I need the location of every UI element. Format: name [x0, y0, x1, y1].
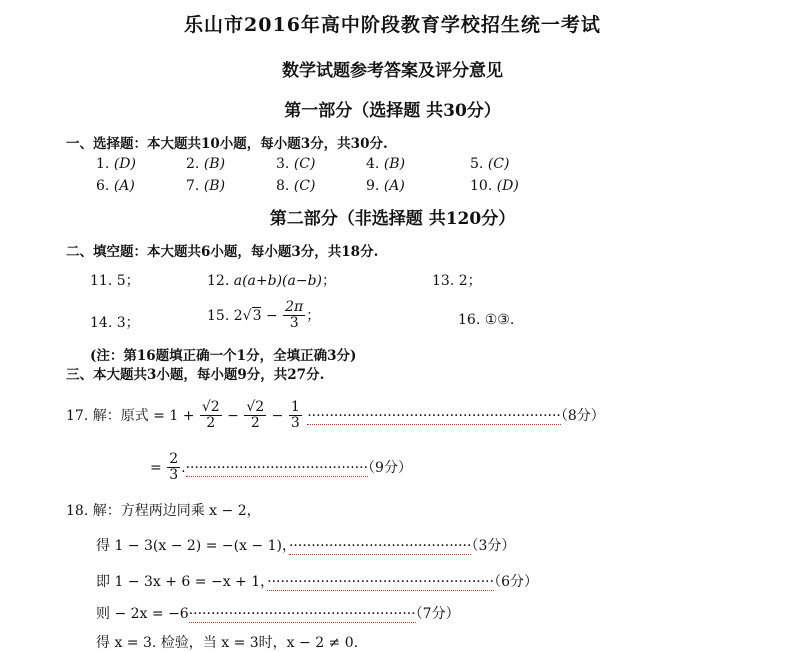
q18-solution-line4: 则 − 2x = −6···················································（7分）	[96, 606, 460, 622]
section1-heading: 一、选择题：本大题共10小题，每小题3分，共30分.	[66, 136, 388, 152]
q18-solution-line5: 得 x = 3. 检验，当 x = 3时，x − 2 ≠ 0.	[96, 635, 359, 651]
mc-answer-4: 4. (B)	[366, 156, 406, 172]
document-title: 乐山市2016年高中阶段教育学校招生统一考试	[184, 14, 601, 36]
fill-answer-14: 14. 3；	[90, 315, 140, 331]
q18-solution-line1: 18. 解：方程两边同乘 x − 2，	[66, 503, 261, 519]
q18-solution-line2: 得 1 − 3(x − 2) = −(x − 1)，·········································（3分）	[96, 538, 516, 554]
mc-answer-1: 1. (D)	[96, 156, 136, 172]
scoring-note: (注：第16题填正确一个1分，全填正确3分)	[90, 348, 357, 364]
fill-answer-11: 11. 5；	[90, 273, 140, 289]
document-subtitle: 数学试题参考答案及评分意见	[282, 61, 503, 81]
fill-answer-16: 16. ①③.	[458, 312, 515, 328]
mc-answer-2: 2. (B)	[186, 156, 226, 172]
section2-heading: 二、填空题：本大题共6小题，每小题3分，共18分.	[66, 244, 379, 260]
mc-answer-7: 7. (B)	[186, 178, 226, 194]
fill-answer-13: 13. 2；	[432, 273, 482, 289]
mc-answer-6: 6. (A)	[96, 178, 135, 194]
mc-answer-9: 9. (A)	[366, 178, 405, 194]
part2-heading: 第二部分（非选择题 共120分）	[269, 209, 516, 229]
mc-answer-8: 8. (C)	[276, 178, 316, 194]
mc-answer-3: 3. (C)	[276, 156, 316, 172]
section3-heading: 三、本大题共3小题，每小题9分，共27分.	[66, 367, 325, 383]
q17-solution-line1: 17. 解：原式 = 1 + $\frac{√2}{2}$ − $\frac{√2}{2}$ − $\frac{1}{3}$ ·························································（8分）	[66, 399, 605, 432]
q17-solution-line2: = $\frac{2}{3}$ .·········································（9分）	[150, 451, 412, 484]
fill-answer-15: 15. 2√3 − $\frac{2\pi}{3}$ ；	[207, 299, 321, 332]
fill-answer-12: 12. a(a+b)(a−b)；	[207, 273, 336, 289]
mc-answer-10: 10. (D)	[470, 178, 519, 194]
part1-heading: 第一部分（选择题 共30分）	[284, 101, 501, 121]
mc-answer-5: 5. (C)	[470, 156, 510, 172]
q18-solution-line3: 即 1 − 3x + 6 = −x + 1，···················································（6分）	[96, 574, 539, 590]
